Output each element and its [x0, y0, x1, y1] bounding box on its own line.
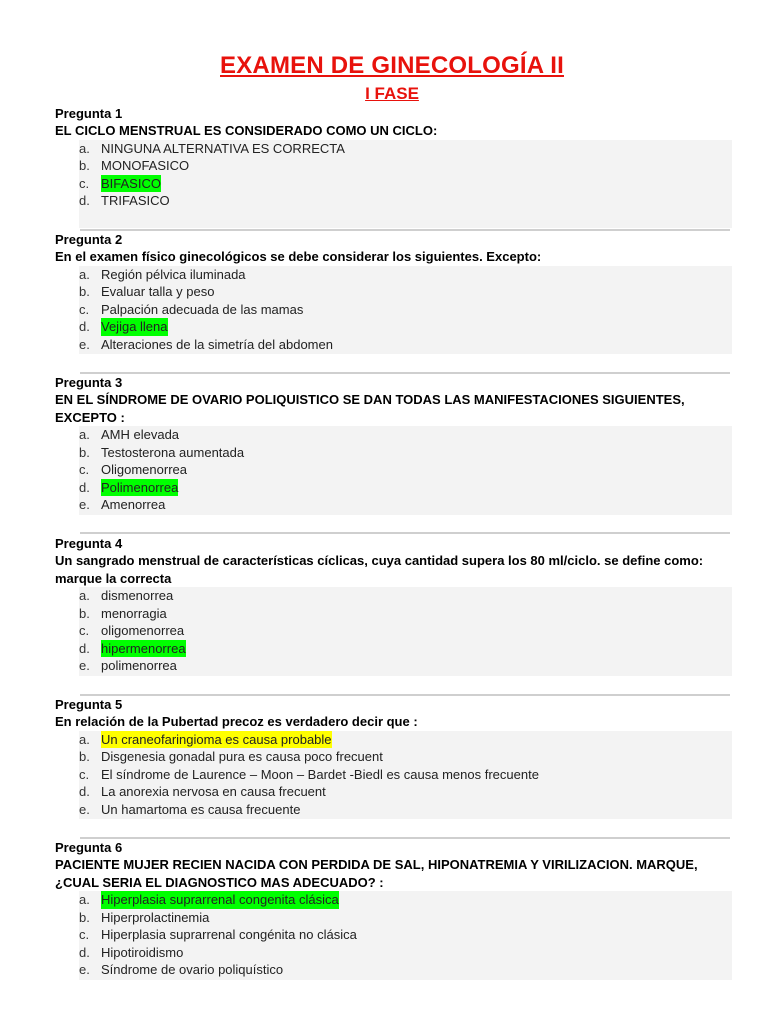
option-e[interactable]: e. polimenorrea — [79, 658, 177, 674]
highlighted-answer: BIFASICO — [101, 175, 161, 191]
options-list — [79, 140, 732, 228]
option-b[interactable]: b. MONOFASICO — [79, 158, 190, 174]
options-list — [79, 891, 732, 980]
option-b[interactable]: b. Disgenesia gonadal pura es causa poco frecuent — [79, 749, 383, 765]
option-text: Hipotiroidismo — [101, 944, 184, 960]
question-text: EN EL SÍNDROME DE OVARIO POLIQUISTICO SE DAN TODAS LAS MANIFESTACIONES SIGUIENTES, EXCEPTO : — [55, 392, 685, 425]
option-text: La anorexia nervosa en causa frecuent — [101, 784, 326, 800]
option-b[interactable]: b. menorragia — [79, 605, 167, 621]
option-c[interactable]: c. Palpación adecuada de las mamas — [79, 301, 304, 317]
options-list — [79, 426, 732, 515]
question-number: Pregunta 1 — [55, 106, 123, 121]
option-c[interactable]: c. Oligomenorrea — [79, 462, 187, 478]
option-b[interactable]: b. Evaluar talla y peso — [79, 284, 215, 300]
question-text: En el examen físico ginecológicos se debe considerar los siguientes. Excepto: — [55, 249, 542, 264]
option-text: Hiperplasia suprarrenal congénita no clásica — [101, 927, 357, 943]
highlighted-answer: Hiperplasia suprarrenal congenita clásica — [101, 892, 339, 907]
page-title: EXAMEN DE GINECOLOGÍA II — [220, 52, 564, 79]
option-a-correct[interactable]: a. Hiperplasia suprarrenal congenita clásica — [79, 892, 339, 907]
question-text: En relación de la Pubertad precoz es verdadero decir que : — [55, 714, 418, 729]
option-text: Evaluar talla y peso — [101, 284, 215, 300]
question-number: Pregunta 6 — [55, 840, 123, 855]
option-c[interactable]: c. oligomenorrea — [79, 623, 185, 639]
question-1 — [55, 105, 735, 228]
highlighted-answer: hipermenorrea — [101, 640, 186, 656]
divider — [80, 532, 730, 534]
option-b[interactable]: b. Hiperprolactinemia — [79, 909, 210, 925]
option-text: Alteraciones de la simetría del abdomen — [101, 336, 333, 352]
option-text: Un hamartoma es causa frecuente — [101, 801, 301, 817]
option-a-correct[interactable]: a. Un craneofaringioma es causa probable — [79, 731, 332, 747]
question-number: Pregunta 4 — [55, 536, 123, 551]
option-d-correct[interactable]: d. Vejiga llena — [79, 319, 168, 335]
highlighted-answer: Polimenorrea — [101, 479, 179, 495]
question-number: Pregunta 2 — [55, 232, 123, 247]
option-text: Oligomenorrea — [101, 462, 187, 478]
question-2 — [55, 231, 735, 354]
question-5 — [55, 696, 735, 819]
option-c-correct[interactable]: c. BIFASICO — [79, 175, 161, 191]
option-text: El síndrome de Laurence – Moon – Bardet -Biedl es causa menos frecuente — [101, 766, 539, 782]
question-number: Pregunta 5 — [55, 697, 123, 712]
highlighted-answer: Un craneofaringioma es causa probable — [101, 731, 332, 747]
page-subtitle: I FASE — [365, 84, 419, 103]
option-text: AMH elevada — [101, 427, 180, 442]
option-text: Testosterona aumentada — [101, 444, 245, 460]
option-e[interactable]: e. Un hamartoma es causa frecuente — [79, 801, 301, 817]
option-text: Síndrome de ovario poliquístico — [101, 962, 284, 978]
option-text: menorragia — [101, 605, 167, 621]
option-text: MONOFASICO — [101, 158, 190, 174]
option-text: TRIFASICO — [101, 193, 170, 209]
question-6 — [55, 839, 735, 980]
question-number: Pregunta 3 — [55, 375, 123, 390]
options-list — [79, 266, 732, 355]
option-text: Hiperprolactinemia — [101, 909, 210, 925]
option-text: dismenorrea — [101, 588, 174, 603]
option-text: Palpación adecuada de las mamas — [101, 301, 304, 317]
option-a[interactable]: a. AMH elevada — [79, 427, 180, 442]
question-text: EL CICLO MENSTRUAL ES CONSIDERADO COMO UN CICLO: — [55, 123, 438, 138]
option-a[interactable]: a. NINGUNA ALTERNATIVA ES CORRECTA — [79, 140, 345, 156]
highlighted-answer: Vejiga llena — [101, 319, 168, 335]
option-text: Disgenesia gonadal pura es causa poco frecuent — [101, 749, 383, 765]
question-4 — [55, 535, 735, 676]
question-text: PACIENTE MUJER RECIEN NACIDA CON PERDIDA DE SAL, HIPONATREMIA Y VIRILIZACION. MARQUE, ¿CUAL SERIA EL DIAGNOSTICO MAS ADECUADO? : — [55, 857, 698, 890]
option-d[interactable]: d. La anorexia nervosa en causa frecuent — [79, 784, 326, 800]
option-d-correct[interactable]: d. hipermenorrea — [79, 640, 186, 656]
option-c[interactable]: c. Hiperplasia suprarrenal congénita no clásica — [79, 927, 357, 943]
option-d-correct[interactable]: d. Polimenorrea — [79, 479, 179, 495]
option-text: Amenorrea — [101, 497, 166, 513]
option-c[interactable]: c. El síndrome de Laurence – Moon – Bardet -Biedl es causa menos frecuente — [79, 766, 539, 782]
option-text: polimenorrea — [101, 658, 177, 674]
question-text: Un sangrado menstrual de características cíclicas, cuya cantidad supera los 80 ml/ciclo. se define como: marque la correcta — [55, 553, 704, 586]
option-text: Región pélvica iluminada — [101, 266, 246, 282]
options-list — [79, 587, 732, 676]
option-a[interactable]: a. Región pélvica iluminada — [79, 266, 246, 282]
options-list — [79, 731, 732, 820]
option-b[interactable]: b. Testosterona aumentada — [79, 444, 245, 460]
option-d[interactable]: d. Hipotiroidismo — [79, 944, 184, 960]
option-e[interactable]: e. Amenorrea — [79, 497, 166, 513]
option-text: oligomenorrea — [101, 623, 185, 639]
option-e[interactable]: e. Alteraciones de la simetría del abdomen — [79, 336, 333, 352]
option-a[interactable]: a. dismenorrea — [79, 588, 174, 603]
option-text: NINGUNA ALTERNATIVA ES CORRECTA — [101, 140, 345, 156]
question-3 — [55, 374, 735, 515]
option-d[interactable]: d. TRIFASICO — [79, 193, 170, 209]
option-e[interactable]: e. Síndrome de ovario poliquístico — [79, 962, 284, 978]
